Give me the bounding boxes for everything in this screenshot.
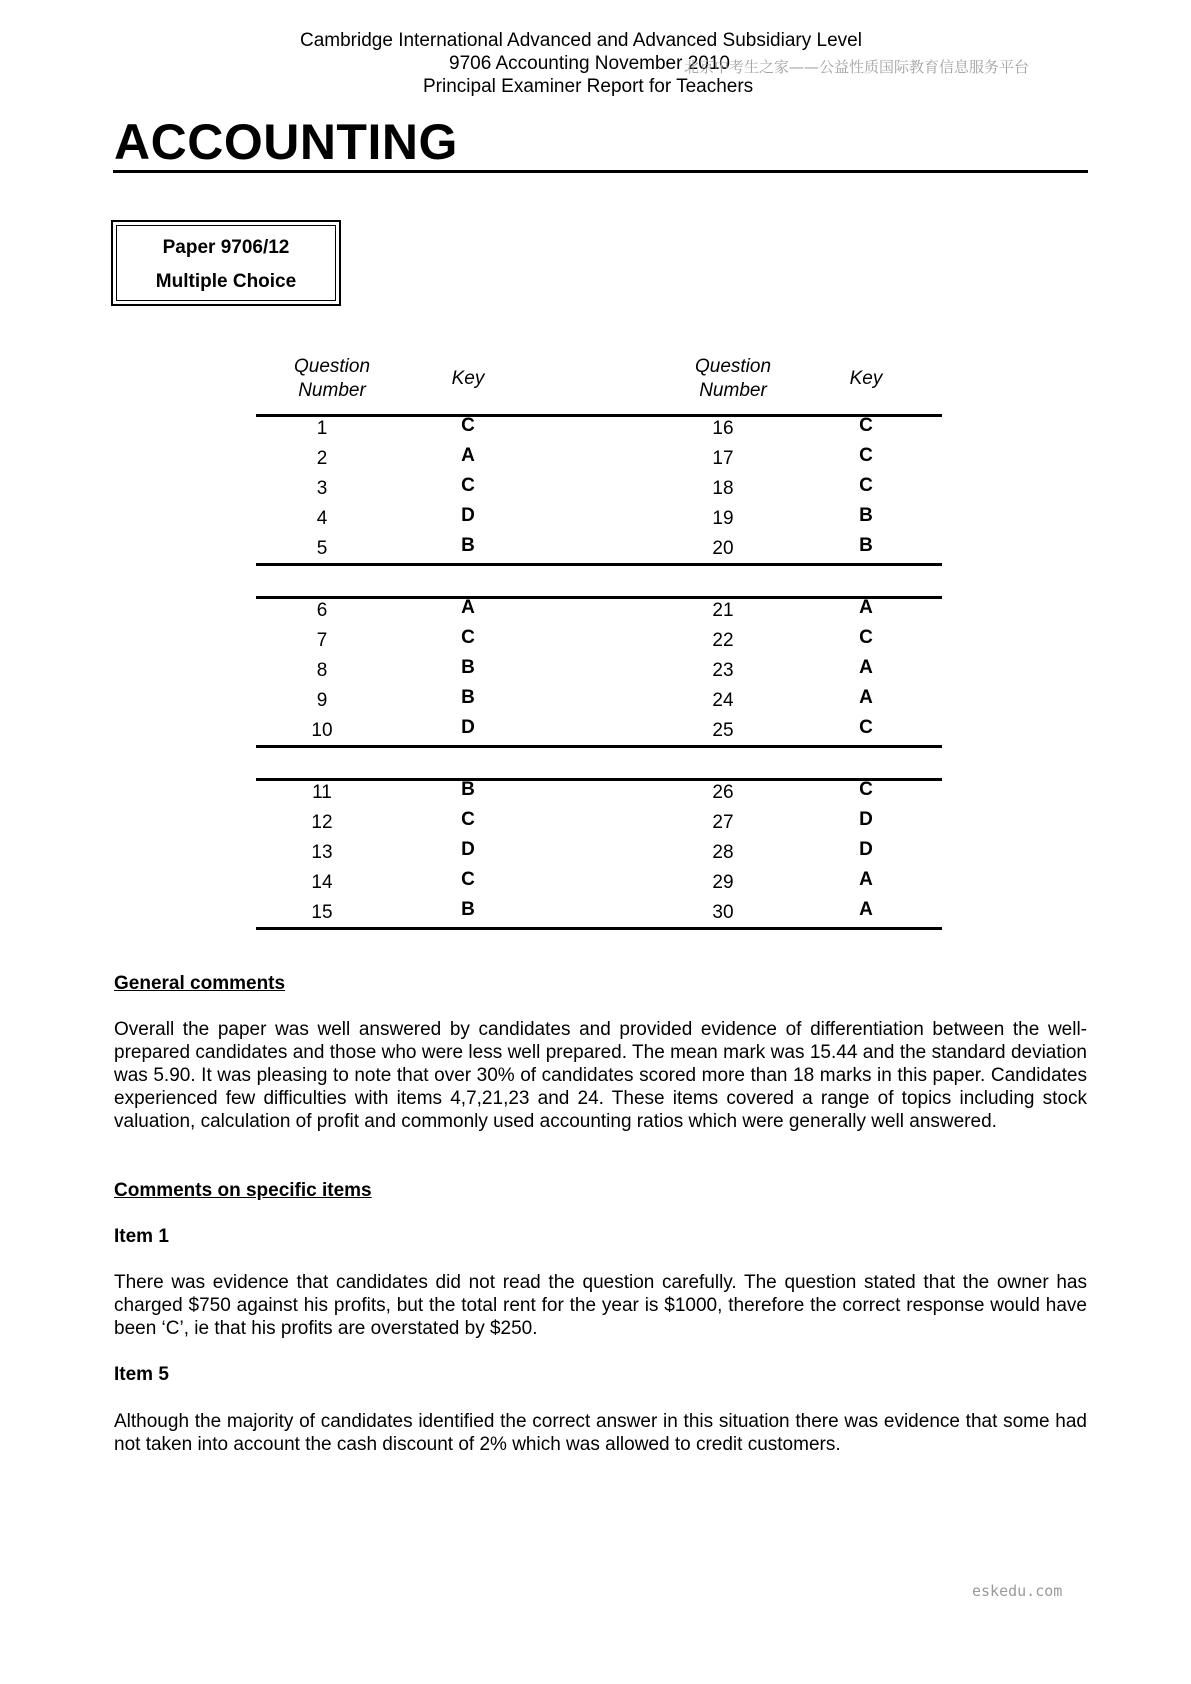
item-1-heading: Item 1	[114, 1226, 169, 1247]
question-number: 2	[316, 448, 328, 469]
answer-key: B	[461, 687, 475, 708]
question-number: 22	[712, 630, 734, 651]
question-number: 10	[311, 720, 333, 741]
general-comments-paragraph: Overall the paper was well answered by candidates and provided evidence of differentiation between the well-prepared candidates and those who were less well prepared. The mean mark was 15.44 and the standard deviation was 5.90. It was pleasing to note that over 30% of candidates scored more than 18 marks in this paper. Candidates experienced few difficulties with items 4,7,21,23 and 24. These items covered a range of topics including stock valuation, calculation of profit and commonly used accounting ratios which were generally well answered.	[114, 1019, 1087, 1132]
answer-key: A	[859, 899, 873, 920]
answer-key: A	[859, 657, 873, 678]
question-number: 21	[712, 600, 734, 621]
page-title: ACCOUNTING	[114, 114, 458, 170]
table-rule	[256, 778, 942, 781]
answer-key: C	[859, 475, 873, 496]
answer-key: D	[461, 839, 475, 860]
question-number: 11	[312, 782, 332, 803]
table-rule	[256, 927, 942, 930]
report-header-line-1: Cambridge International Advanced and Advanced Subsidiary Level	[300, 30, 862, 51]
report-header-line-3: Principal Examiner Report for Teachers	[423, 76, 754, 97]
item-1-paragraph: There was evidence that candidates did not read the question carefully. The question stated that the owner has charged $750 against his profits, but the total rent for the year is $1000, therefore the correct response would have been ‘C’, ie that his profits are overstated by $250.	[114, 1272, 1087, 1339]
column-header-question-line1: Question	[293, 356, 371, 377]
question-number: 19	[712, 508, 734, 529]
question-number: 6	[316, 600, 328, 621]
item-5-heading: Item 5	[114, 1364, 169, 1385]
answer-key: D	[461, 717, 475, 738]
paper-type: Multiple Choice	[155, 271, 297, 292]
question-number: 7	[316, 630, 328, 651]
question-number: 12	[311, 812, 333, 833]
question-number: 14	[311, 872, 333, 893]
question-number: 9	[316, 690, 328, 711]
specific-comments-heading: Comments on specific items	[114, 1180, 372, 1201]
column-header-key-right: Key	[849, 368, 883, 389]
column-header-question-left	[276, 355, 388, 403]
footer-site-mark: eskedu.com	[972, 1582, 1063, 1600]
question-number: 26	[712, 782, 734, 803]
paper-info-box	[111, 220, 341, 306]
answer-key: C	[461, 627, 475, 648]
question-number: 29	[712, 872, 734, 893]
answer-key: D	[859, 839, 873, 860]
answer-key: A	[859, 597, 873, 618]
column-header-question-line1: Question	[694, 356, 772, 377]
answer-key: C	[859, 779, 873, 800]
table-rule	[256, 563, 942, 566]
question-number: 1	[316, 418, 328, 439]
answer-key: B	[461, 899, 475, 920]
answer-key: C	[461, 415, 475, 436]
general-comments-heading: General comments	[114, 973, 286, 994]
question-number: 13	[311, 842, 333, 863]
question-number: 24	[712, 690, 734, 711]
watermark-text: 北京中考生之家——公益性质国际教育信息服务平台	[684, 58, 1030, 76]
question-number: 20	[712, 538, 734, 559]
answer-key: D	[859, 809, 873, 830]
answer-key: C	[859, 445, 873, 466]
answer-key: B	[461, 779, 475, 800]
answer-key: C	[461, 475, 475, 496]
answer-key: C	[461, 869, 475, 890]
question-number: 25	[712, 720, 734, 741]
answer-key: C	[859, 627, 873, 648]
title-underline-rule	[113, 170, 1088, 173]
paper-info-box-inner	[116, 225, 336, 301]
column-header-question-right	[677, 355, 789, 403]
answer-key: A	[859, 687, 873, 708]
question-number: 28	[712, 842, 734, 863]
question-number: 23	[712, 660, 734, 681]
question-number: 5	[316, 538, 328, 559]
answer-key: B	[859, 505, 873, 526]
answer-key: D	[461, 505, 475, 526]
answer-key: C	[859, 717, 873, 738]
answer-key: C	[461, 809, 475, 830]
question-number: 18	[712, 478, 734, 499]
report-header-line-2: 9706 Accounting November 2010	[449, 53, 730, 74]
question-number: 3	[316, 478, 328, 499]
answer-key: C	[859, 415, 873, 436]
answer-key: B	[461, 657, 475, 678]
table-rule	[256, 596, 942, 599]
item-5-paragraph: Although the majority of candidates identified the correct answer in this situation there was evidence that some had not taken into account the cash discount of 2% which was allowed to credit customers.	[114, 1411, 1087, 1455]
paper-code: Paper 9706/12	[162, 237, 290, 258]
answer-key: B	[461, 535, 475, 556]
question-number: 16	[712, 418, 734, 439]
table-rule	[256, 414, 942, 417]
answer-key: A	[859, 869, 873, 890]
answer-key: B	[859, 535, 873, 556]
table-rule	[256, 745, 942, 748]
question-number: 4	[316, 508, 328, 529]
answer-key: A	[461, 445, 475, 466]
question-number: 17	[712, 448, 734, 469]
column-header-question-line2: Number	[298, 380, 366, 401]
question-number: 8	[316, 660, 328, 681]
question-number: 27	[712, 812, 734, 833]
question-number: 15	[311, 902, 333, 923]
column-header-key-left: Key	[451, 368, 485, 389]
answer-key: A	[461, 597, 475, 618]
question-number: 30	[712, 902, 734, 923]
column-header-question-line2: Number	[699, 380, 767, 401]
